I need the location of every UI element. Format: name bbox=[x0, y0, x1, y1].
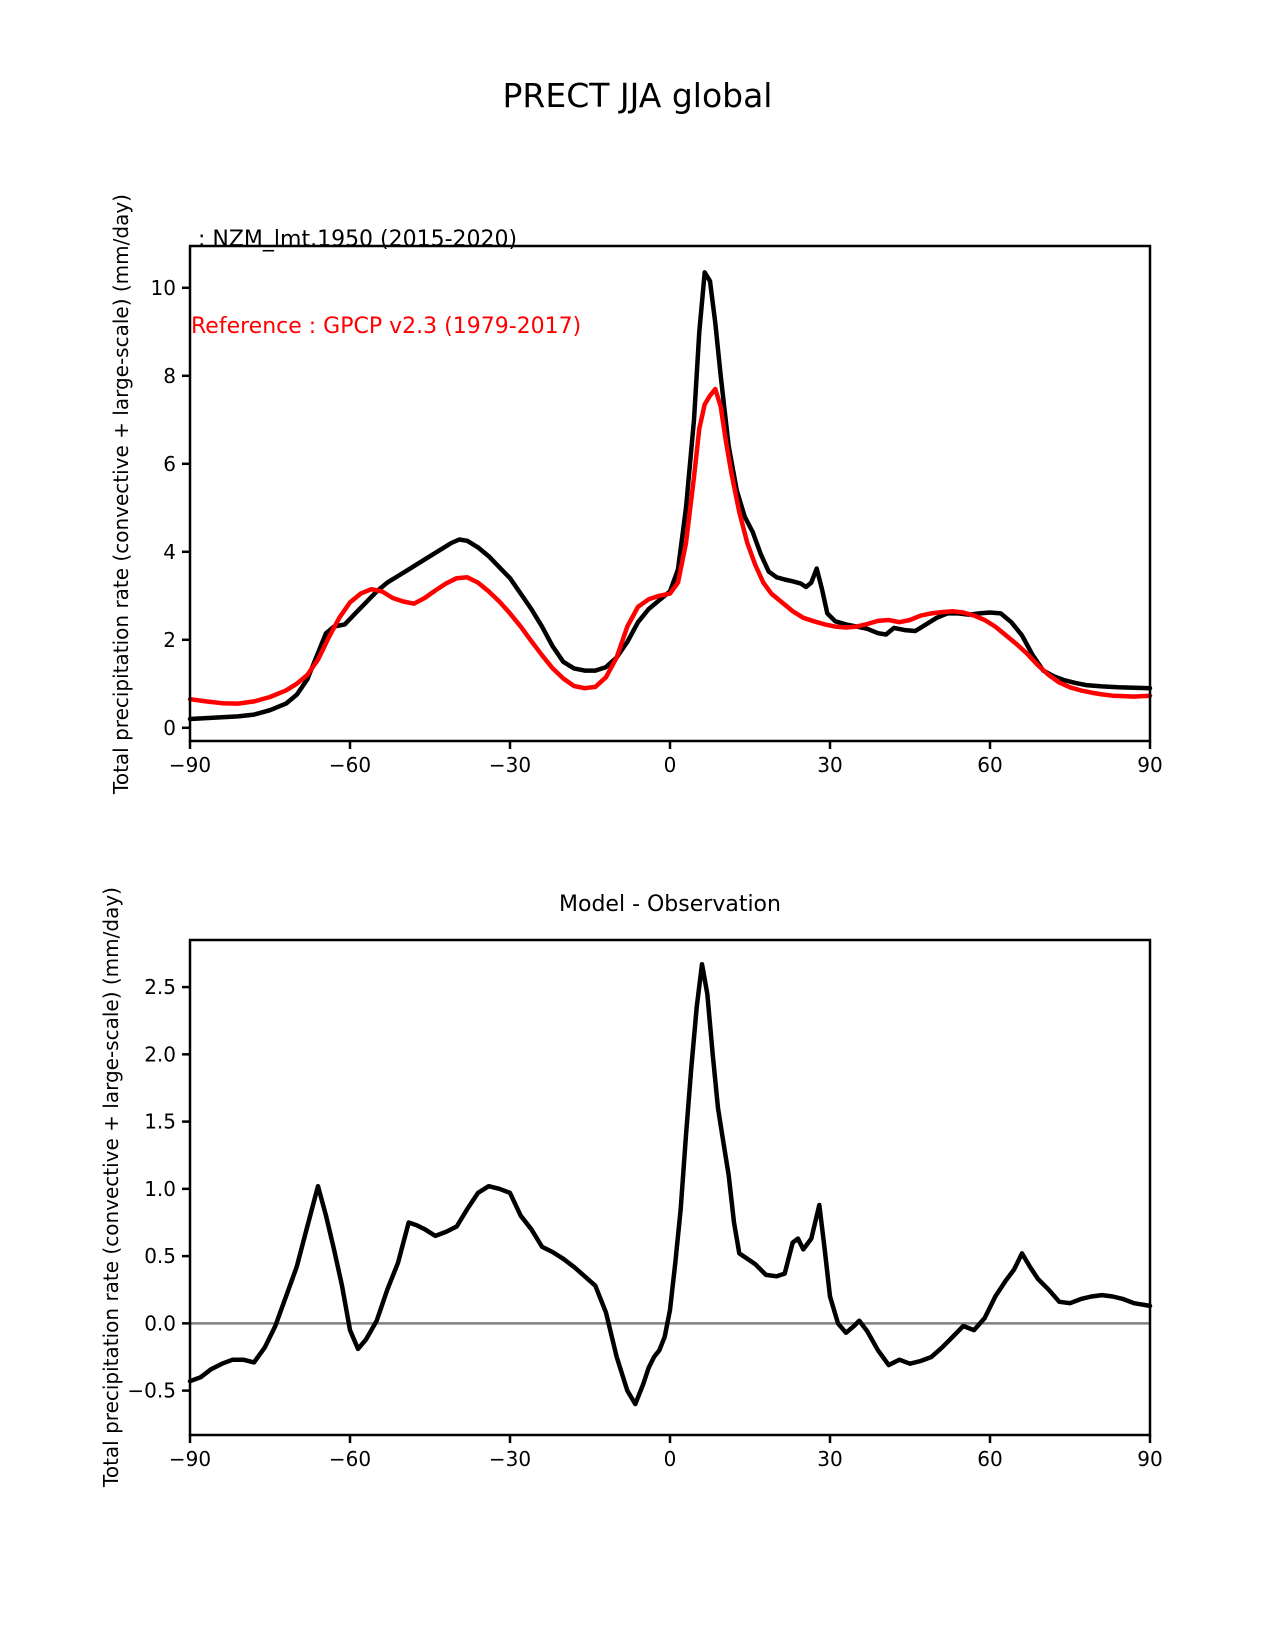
y-tick-label: 6 bbox=[163, 451, 176, 476]
y-tick-label: −0.5 bbox=[127, 1378, 176, 1403]
x-tick-label: 0 bbox=[663, 753, 677, 778]
top-plot-ylabel: Total precipitation rate (convective + large-scale) (mm/day) bbox=[109, 194, 133, 794]
x-tick-label: −90 bbox=[168, 1447, 212, 1472]
bottom-plot-ylabel: Total precipitation rate (convective + large-scale) (mm/day) bbox=[99, 887, 123, 1487]
figure-title: PRECT JJA global bbox=[502, 76, 773, 115]
y-tick-label: 2 bbox=[163, 627, 176, 652]
y-tick-label: 0.0 bbox=[144, 1311, 176, 1336]
legend-reference-label: Reference : GPCP v2.3 (1979-2017) bbox=[191, 314, 582, 339]
model-line bbox=[190, 272, 1150, 719]
y-tick-label: 2.0 bbox=[144, 1042, 176, 1067]
y-tick-label: 0 bbox=[163, 715, 176, 740]
x-tick-label: 90 bbox=[1137, 1447, 1163, 1472]
bottom-plot-spines bbox=[190, 940, 1150, 1435]
x-tick-label: −30 bbox=[488, 1447, 532, 1472]
top-plot-spines bbox=[190, 246, 1150, 741]
x-tick-label: 0 bbox=[663, 1447, 677, 1472]
y-tick-label: 8 bbox=[163, 363, 176, 388]
x-tick-label: −90 bbox=[168, 753, 212, 778]
bottom-plot bbox=[127, 940, 1162, 1471]
reference-line bbox=[190, 389, 1150, 704]
x-tick-label: −60 bbox=[328, 1447, 372, 1472]
y-tick-label: 10 bbox=[150, 275, 176, 300]
x-tick-label: 60 bbox=[977, 1447, 1003, 1472]
difference-line bbox=[190, 964, 1150, 1404]
x-tick-label: 60 bbox=[977, 753, 1003, 778]
top-plot bbox=[151, 246, 1163, 777]
y-tick-label: 1.0 bbox=[144, 1176, 176, 1201]
x-tick-label: −30 bbox=[488, 753, 532, 778]
x-tick-label: 90 bbox=[1137, 753, 1163, 778]
y-tick-label: 4 bbox=[163, 539, 176, 564]
bottom-plot-title: Model - Observation bbox=[559, 892, 781, 917]
y-tick-label: 1.5 bbox=[144, 1109, 176, 1134]
x-tick-label: 30 bbox=[817, 753, 843, 778]
x-tick-label: 30 bbox=[817, 1447, 843, 1472]
x-tick-label: −60 bbox=[328, 753, 372, 778]
legend-model-label: : NZM_lmt.1950 (2015-2020) bbox=[191, 227, 518, 252]
y-tick-label: 0.5 bbox=[144, 1244, 176, 1269]
y-tick-label: 2.5 bbox=[144, 975, 176, 1000]
